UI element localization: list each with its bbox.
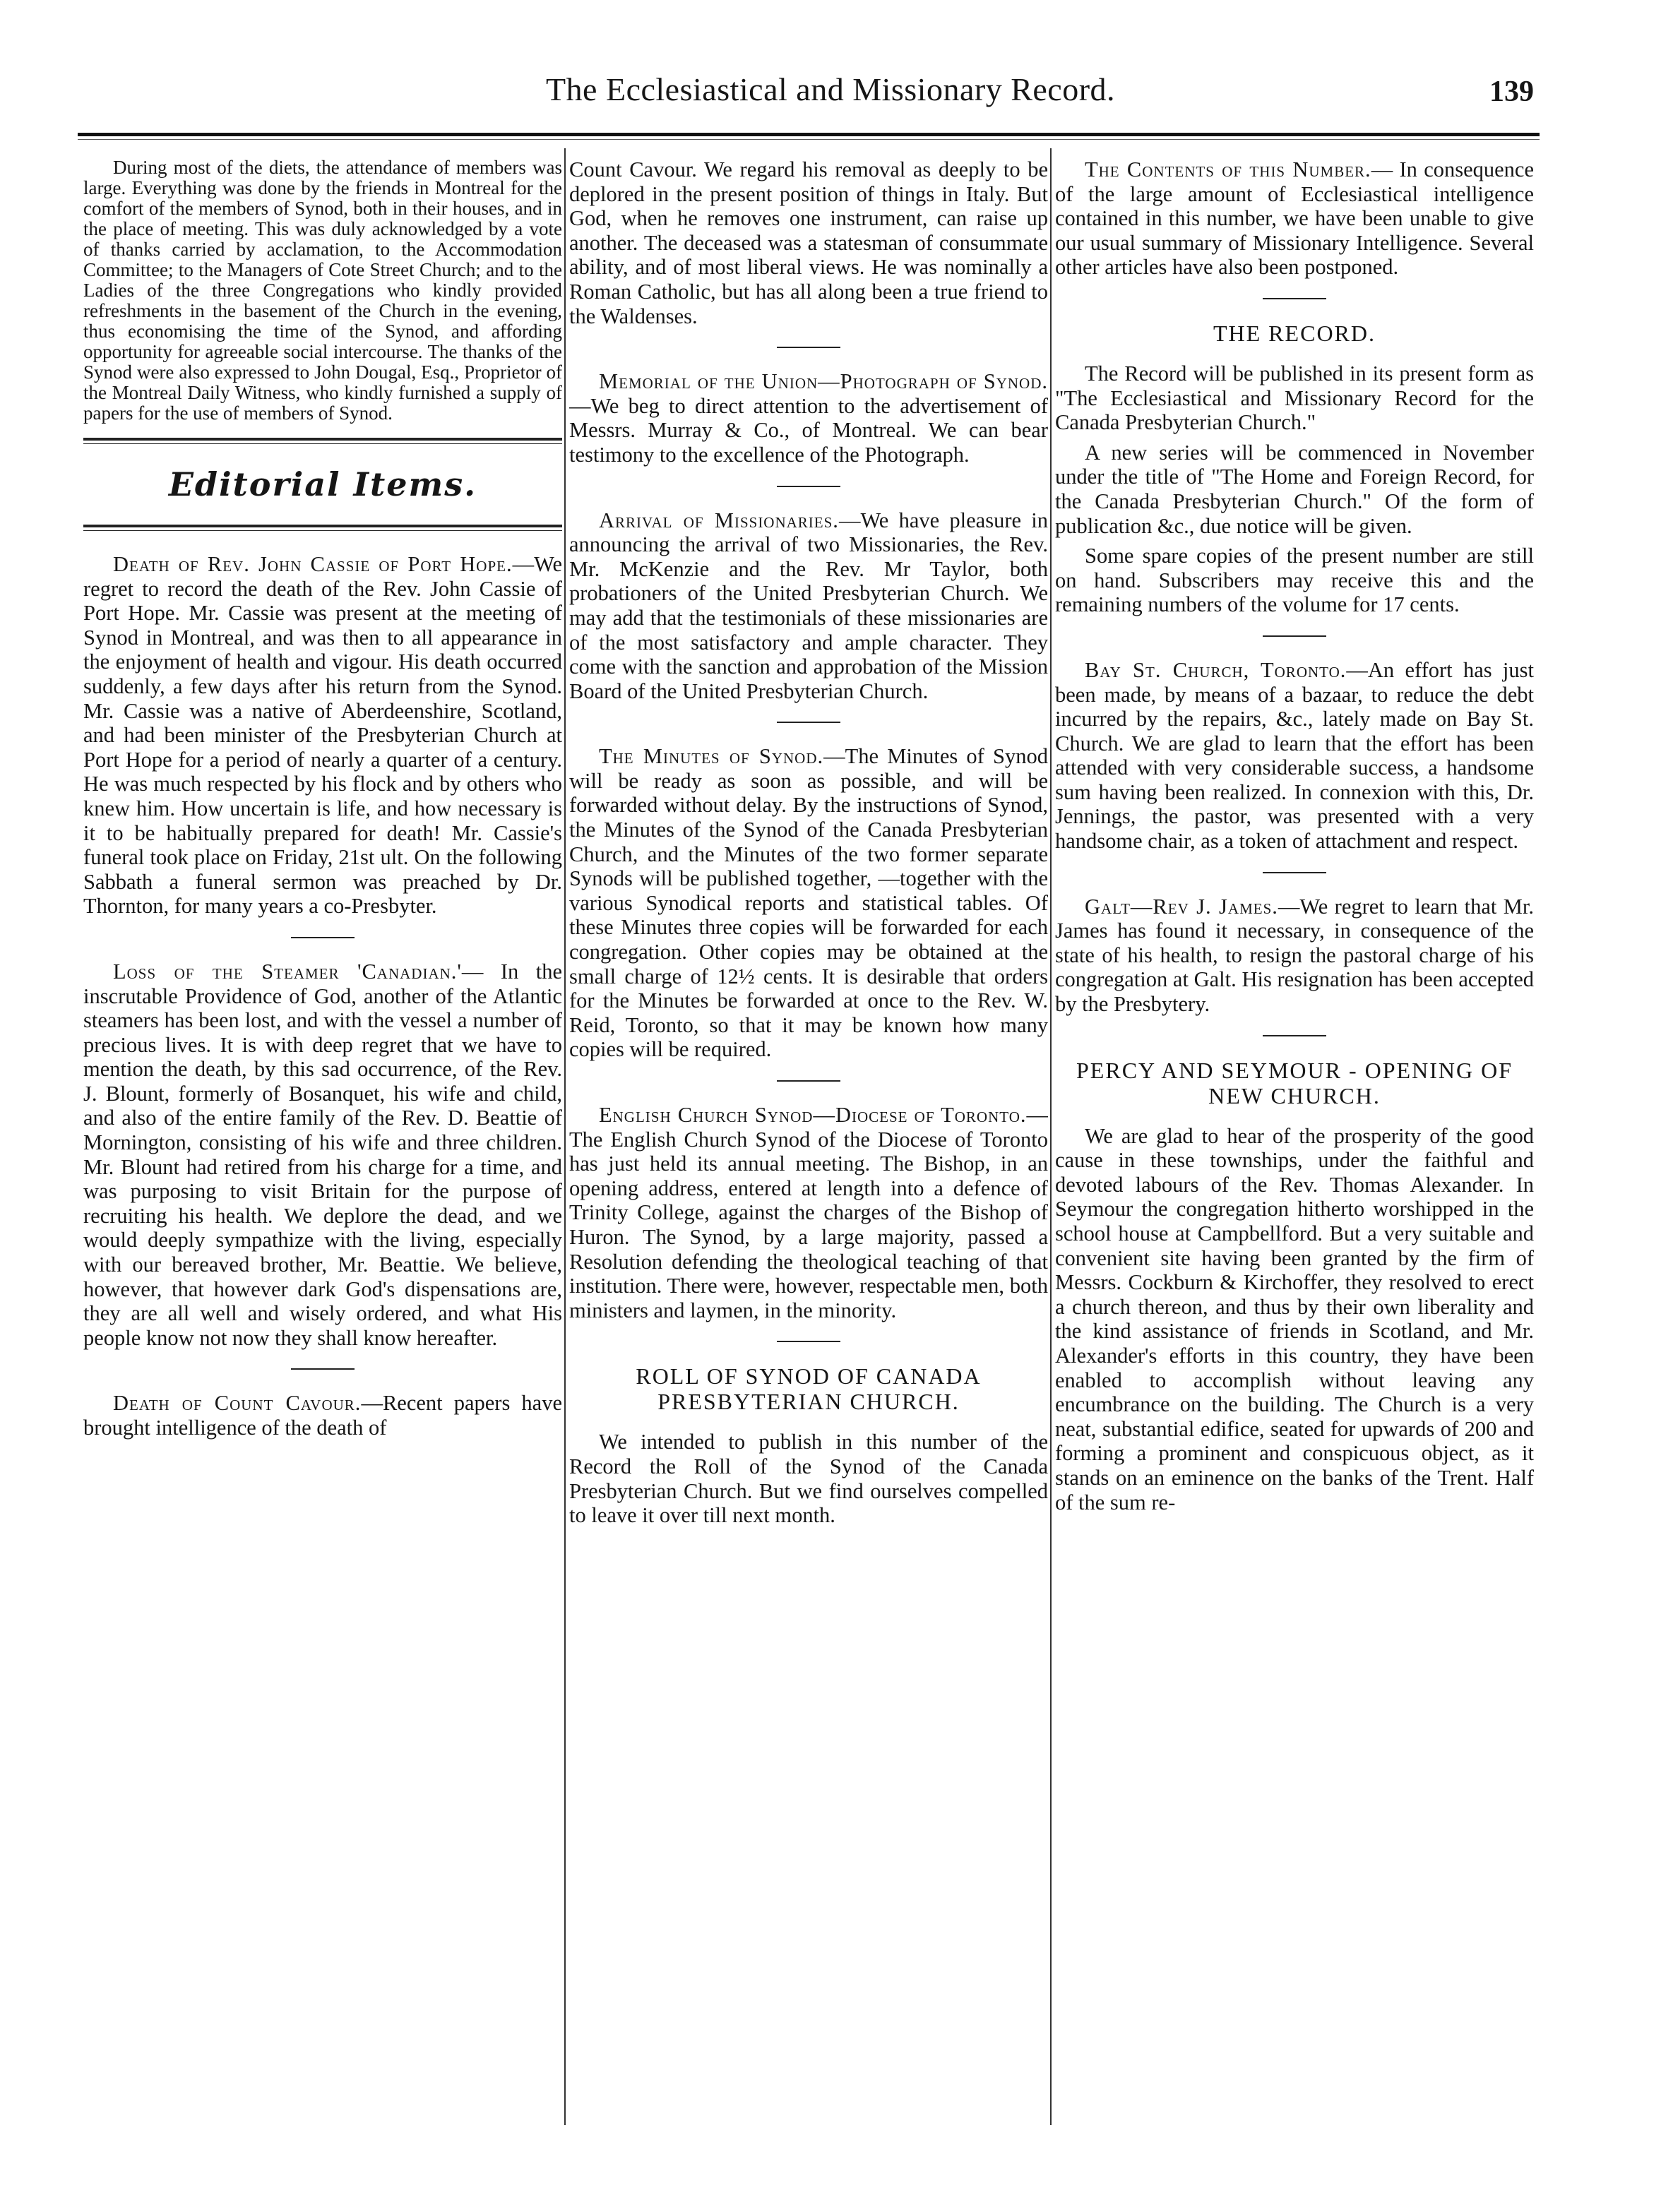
article-separator	[1263, 872, 1326, 873]
article-separator	[1263, 298, 1326, 299]
article-minutes	[569, 744, 1048, 1062]
header-rule	[78, 133, 1540, 136]
article-cassie	[83, 552, 562, 919]
article-body: —We beg to direct attention to the advertisement of Messrs. Murray & Co., of Montreal. We can bear testimony to the excellence of the Photograph.	[569, 393, 1048, 467]
column-middle	[569, 152, 1048, 1534]
article-separator	[777, 1341, 840, 1342]
header-rule-thin	[78, 139, 1540, 140]
article-separator	[1263, 1035, 1326, 1036]
article-lead: Memorial of the Union—Photograph of Synod.	[599, 369, 1048, 394]
percy-seymour-heading: PERCY AND SEYMOUR - OPENING OF NEW CHURCH.	[1076, 1057, 1513, 1108]
article-lead: Bay St. Church, Toronto.	[1085, 657, 1347, 682]
article-separator	[291, 1368, 355, 1370]
page-number: 139	[1489, 76, 1534, 108]
record-paragraph: The Record will be published in its present form as "The Ecclesiastical and Missionary Record for the Canada Presbyterian Church."	[1055, 361, 1534, 435]
column-divider	[564, 148, 566, 2125]
roll-of-synod-heading: ROLL OF SYNOD OF CANADA PRESBYTERIAN CHURCH.	[636, 1363, 982, 1415]
article-arrival	[569, 508, 1048, 704]
running-title: The Ecclesiastical and Missionary Record.	[545, 71, 1116, 107]
article-lead: The Minutes of Synod.	[599, 744, 824, 769]
article-separator	[1263, 635, 1326, 637]
article-body: — In consequence of the large amount of Ecclesiastical intelligence contained in this number, we have been unable to give our usual summary of Missionary Intelligence. Several other articles have also been postponed.	[1055, 157, 1534, 280]
article-separator	[291, 937, 355, 938]
section-rule	[83, 525, 562, 531]
synod-close-paragraph: During most of the diets, the attendance of members was large. Everything was done by the friends in Montreal for the comfort of the members of Synod, both in their houses, and in the place of meeting. This was duly acknowledged by a vote of thanks carried by acclamation, to the Accommodation Committee; to the Managers of Cote Street Church; and to the Ladies of the three Congregations who kindly provided refreshments in the basement of the Church in the evening, thus economising the time of the Synod, and affording opportunity for agreeable social intercourse. The thanks of the Synod were also expressed to John Dougal, Esq., Proprietor of the Montreal Daily Witness, who kindly furnished a supply of papers for the use of members of Synod.	[83, 157, 562, 424]
article-body: —The Minutes of Synod will be ready as soon as possible, and will be forwarded without delay. By the instructions of Synod, the Minutes of the Synod of the Canada Presbyterian Church, and the Minutes of the two former separate Synods will be published together, —together with the various Synodical reports and statistical tables. Of these Minutes three copies will be forwarded for each congregation. Other copies may be obtained at the small charge of 12½ cents. It is desirable that orders for the Minutes be forwarded at once to the Rev. W. Reid, Toronto, so that it may be known how many copies will be required.	[569, 744, 1048, 1062]
article-lead: Death of Count Cavour.	[113, 1391, 362, 1416]
article-roll: We intended to publish in this number of the Record the Roll of the Synod of the Canada Presbyterian Church. But we find ourselves compelled to leave it over till next month.	[569, 1430, 1048, 1528]
article-memorial	[569, 369, 1048, 467]
column-right	[1055, 152, 1534, 1520]
article-english-synod	[569, 1103, 1048, 1322]
article-body: —We regret to record the death of the Rev. John Cassie of Port Hope. Mr. Cassie was present at the meeting of Synod in Montreal, and was then to all appearance in the enjoyment of health and vigour. His death occurred suddenly, a few days after his return from the Synod. Mr. Cassie was a native of Aberdeenshire, Scotland, and had been minister of the Presbyterian Church at Port Hope for a period of nearly a quarter of a century. He was much respected by his flock and by others who knew him. How uncertain is life, and how necessary is it to be habitually prepared for death! Mr. Cassie's funeral took place on Friday, 21st ult. On the following Sabbath a funeral sermon was preached by Dr. Thornton, for many years a co-Presbyter.	[83, 552, 562, 919]
article-cavour-continued: Count Cavour. We regard his removal as deeply to be deplored in the present position of things in Italy. But God, when he removes one instrument, can raise up another. The deceased was a statesman of consummate ability, and of most liberal views. He was nominally a Roman Catholic, but has all along been a true friend to the Waldenses.	[569, 157, 1048, 328]
article-cavour	[83, 1391, 562, 1440]
article-bay-st-church	[1055, 658, 1534, 854]
article-body: —We regret to learn that Mr. James has found it necessary, in consequence of the state of his health, to resign the pastoral charge of his congregation at Galt. His resignation has been accepted by the Presbytery.	[1055, 894, 1534, 1017]
article-separator	[777, 722, 840, 723]
article-steamer	[83, 959, 562, 1351]
article-separator	[777, 347, 840, 348]
column-left	[83, 152, 562, 1446]
article-body: — In the inscrutable Providence of God, another of the Atlantic steamers has been lost, and with the vessel a number of precious lives. It is with deep regret that we have to mention the death, by this sad occurrence, of the Rev. J. Blount, formerly of Bosanquet, his wife and child, and also of the entire family of the Rev. D. Beattie of Mornington, consisting of his wife and three children. Mr. Blount had retired from his charge for a time, and was purposing to visit Britain for the purpose of recruiting his health. We deplore the dead, and we would deeply sympathize with the living, especially with our bereaved brother, Mr. Beattie. We believe, however, that however dark God's dispensations are, they are all well and wisely ordered, and what His people know not now they shall know hereafter.	[83, 959, 562, 1350]
article-lead: Loss of the Steamer 'Canadian.'	[113, 959, 462, 984]
article-lead: Death of Rev. John Cassie of Port Hope.	[113, 552, 513, 576]
article-lead: English Church Synod—Diocese of Toronto.	[599, 1103, 1027, 1127]
column-divider	[1050, 148, 1052, 2125]
record-paragraph: Some spare copies of the present number are still on hand. Subscribers may receive this and the remaining numbers of the volume for 17 cents.	[1055, 544, 1534, 617]
article-separator	[777, 486, 840, 487]
record-paragraph: A new series will be commenced in November under the title of "The Home and Foreign Record, for the Canada Presbyterian Church." Of the form of publication &c., due notice will be given.	[1055, 440, 1534, 538]
article-lead: Arrival of Missionaries.	[599, 508, 839, 532]
article-separator	[777, 1080, 840, 1082]
section-rule	[83, 438, 562, 444]
article-body: —An effort has just been made, by means of a bazaar, to reduce the debt incurred by the repairs, &c., lately made on Bay St. Church. We are glad to learn that the effort has been attended with very considerable success, a handsome sum having been realized. In connexion with this, Dr. Jennings, the pastor, was presented with a very handsome chair, as a token of attachment and respect.	[1055, 657, 1534, 854]
article-body: —We have pleasure in announcing the arrival of two Missionaries, the Rev. Mr. McKenzie and the Rev. Mr Taylor, both probationers of the United Presbyterian Church. We may add that the testimonials of these missionaries are of the most satisfactory and ample character. They come with the sanction and approbation of the Mission Board of the United Presbyterian Church.	[569, 508, 1048, 703]
the-record-heading: THE RECORD.	[1213, 320, 1376, 346]
article-body: —Recent papers have brought intelligence of the death of	[83, 1391, 562, 1440]
article-galt	[1055, 895, 1534, 1017]
article-contents	[1055, 157, 1534, 280]
article-lead: The Contents of this Number.	[1085, 157, 1371, 181]
article-percy-seymour: We are glad to hear of the prosperity of the good cause in these townships, under the faithful and devoted labours of the Rev. Thomas Alexander. In Seymour the congregation hitherto worshipped in the school house at Campbellford. But a very suitable and convenient site having been granted by the firm of Messrs. Cockburn & Kirchoffer, they resolved to erect a church thereon, and thus by their own liberality and the kind assistance of friends in Scotland, and Mr. Alexander's efforts in this country, they have been enabled to accomplish without leaving any encumbrance on the building. The Church is a very neat, substantial edifice, seated for upwards of 200 and forming a prominent and conspicuous object, as it stands on an eminence on the banks of the Trent. Half of the sum re-	[1055, 1123, 1534, 1514]
editorial-items-heading: Editorial Items.	[168, 465, 477, 503]
article-body: —The English Church Synod of the Diocese of Toronto has just held its annual meeting. The Bishop, in an opening address, entered at length into a defence of Trinity College, against the charges of the Bishop of Huron. The Synod, by a large majority, passed a Resolution defending the theological teaching of that institution. There were, however, respectable men, both ministers and laymen, in the minority.	[569, 1103, 1048, 1322]
article-lead: Galt—Rev J. James.	[1085, 894, 1278, 919]
